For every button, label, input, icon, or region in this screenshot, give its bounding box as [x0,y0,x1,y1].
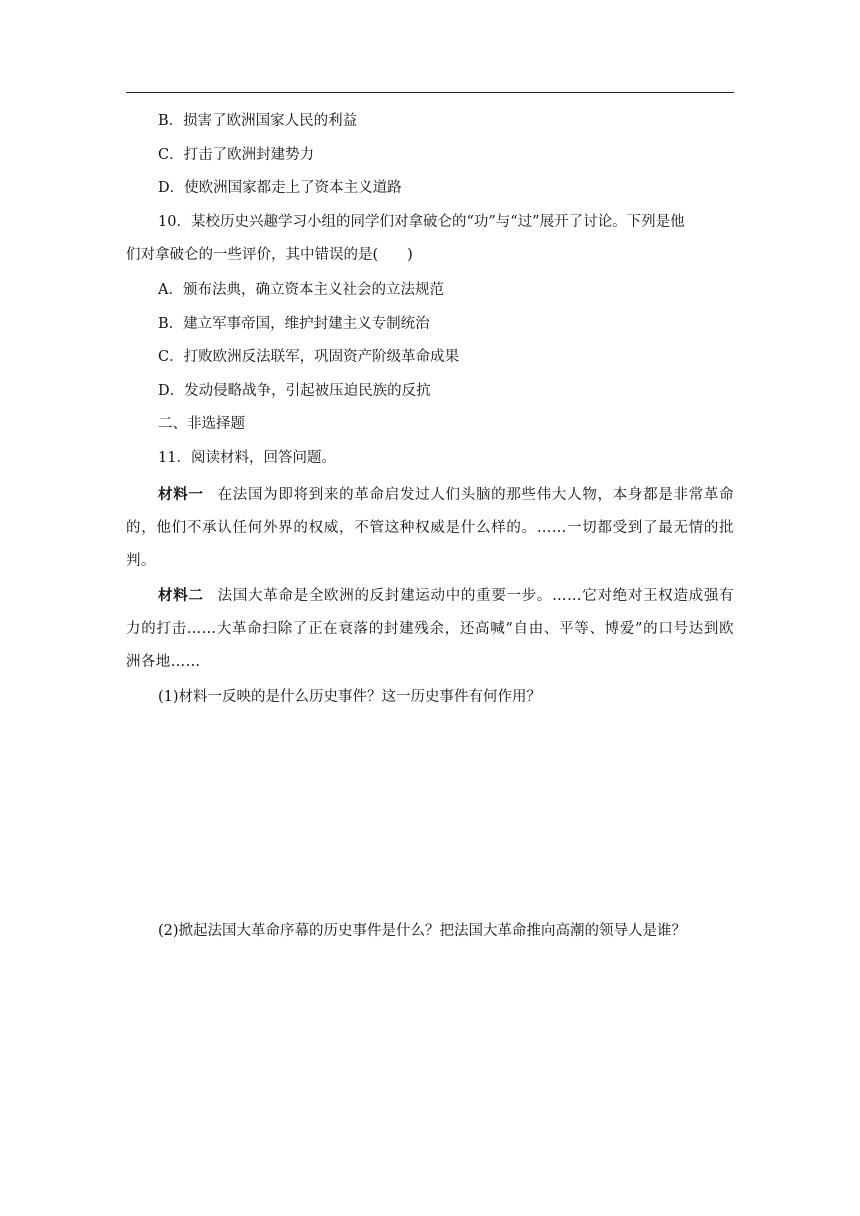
q10-option-d: D．发动侵略战争，引起被压迫民族的反抗 [158,383,431,399]
material-two-text: 法国大革命是全欧洲的反封建运动中的重要一步。……它对绝对王权造成强有力的打击……大革命扫除了正在衰落的封建残余，还高喊“自由、平等、博爱”的口号达到欧洲各地…… [126,588,734,670]
material-one-text: 在法国为即将到来的革命启发过人们头脑的那些伟大人物，本身都是非常革命的，他们不承认任何外界的权威，不管这种权威是什么样的。……一切都受到了最无情的批判。 [126,487,734,569]
q10-option-a: A．颁布法典，确立资本主义社会的立法规范 [158,282,444,298]
q11-sub1: (1)材料一反映的是什么历史事件？这一历史事件有何作用？ [158,689,542,705]
q9-option-c: C．打击了欧洲封建势力 [158,147,315,163]
material-two [126,579,734,679]
q10-option-b: B．建立军事帝国，维护封建主义专制统治 [158,316,430,332]
header-rule [126,92,734,93]
q9-option-b: B．损害了欧洲国家人民的利益 [158,113,358,129]
q10-stem-line1: 10．某校历史兴趣学习小组的同学们对拿破仑的“功”与“过”展开了讨论。下列是他 [158,214,685,230]
q9-option-d: D．使欧洲国家都走上了资本主义道路 [158,180,402,196]
section-title: 二、非选择题 [158,416,245,432]
material-one [126,478,734,578]
q11-sub2: (2)掀起法国大革命序幕的历史事件是什么？把法国大革命推向高潮的领导人是谁？ [158,923,687,939]
q10-stem-line2: 们对拿破仑的一些评价，其中错误的是( ) [126,247,413,263]
q10-option-c: C．打败欧洲反法联军，巩固资产阶级革命成果 [158,349,460,365]
q11-stem: 11．阅读材料，回答问题。 [158,450,336,466]
material-two-label: 材料二 [158,587,204,604]
material-one-label: 材料一 [158,486,204,503]
